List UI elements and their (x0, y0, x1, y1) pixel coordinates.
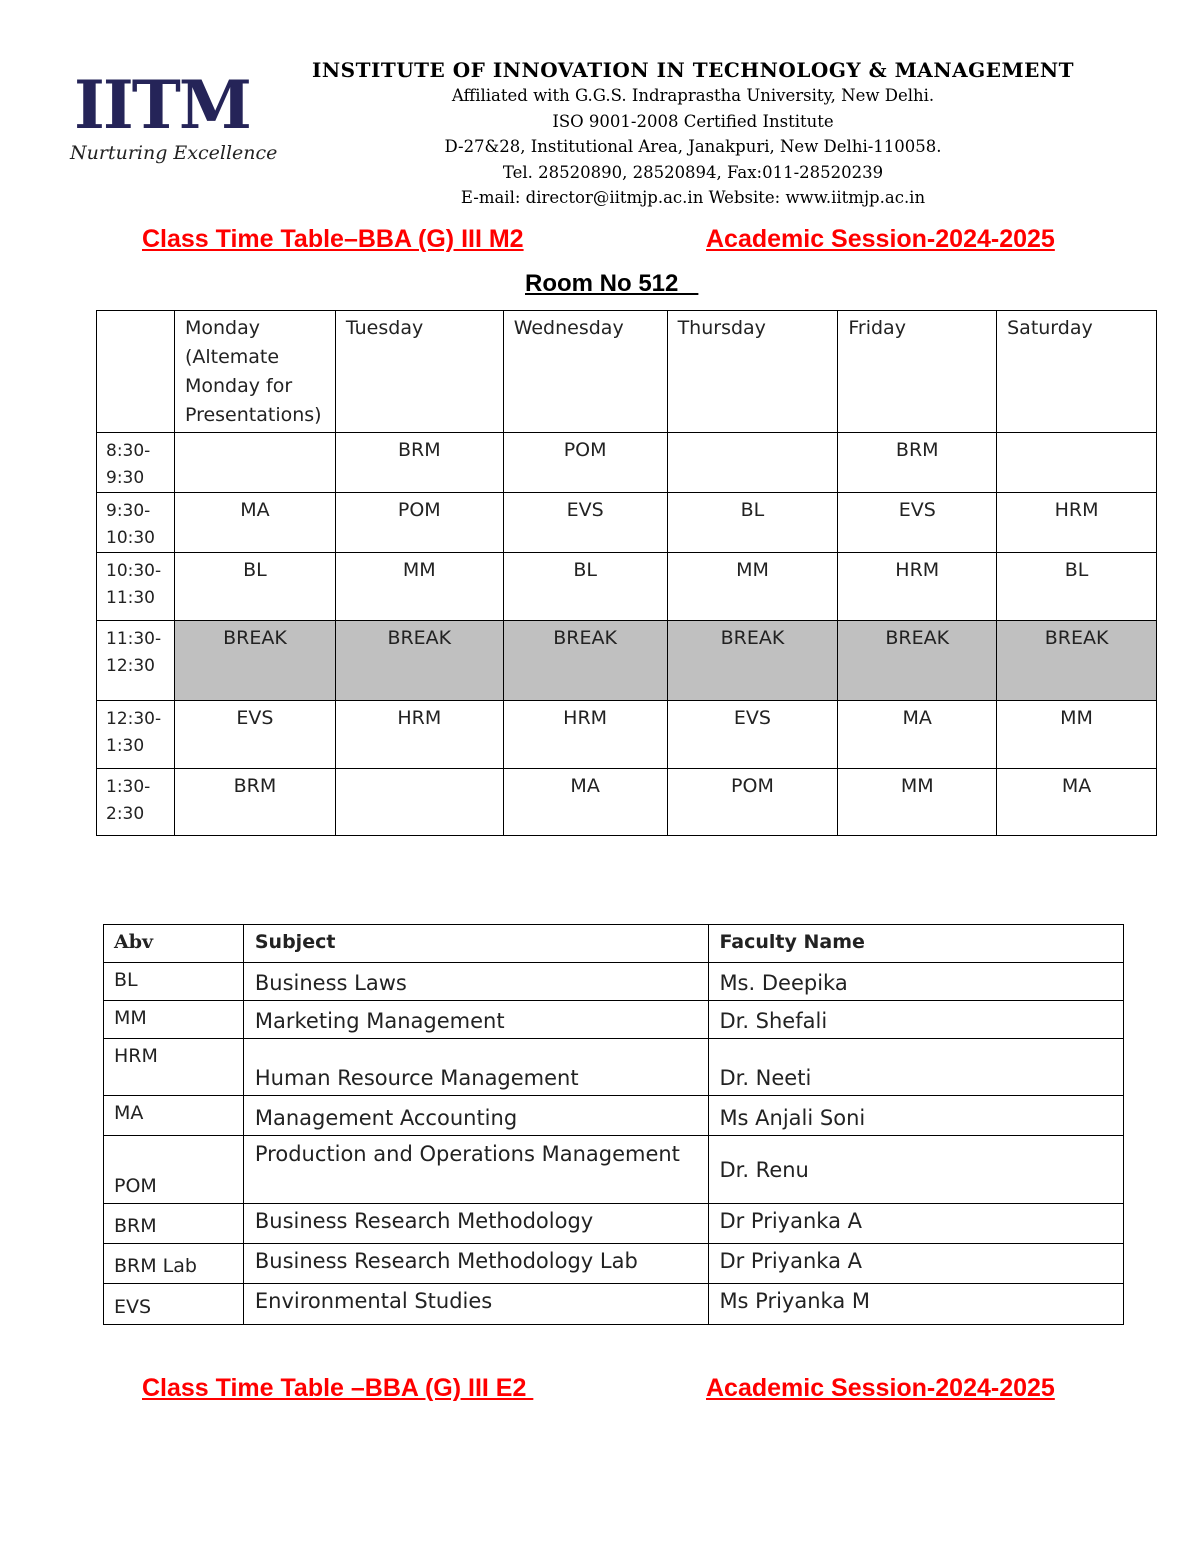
legend-abv: POM (104, 1136, 244, 1204)
day-header: Friday (838, 311, 997, 433)
break-row (97, 621, 1157, 701)
period-cell: MA (503, 769, 667, 836)
time-slot: 10:30-11:30 (97, 553, 175, 621)
logo-tagline: Nurturing Excellence (70, 142, 278, 164)
break-cell: BREAK (838, 621, 997, 701)
timetable (96, 310, 1157, 836)
legend-abv: MA (104, 1096, 244, 1136)
period-cell: BL (667, 493, 838, 553)
legend-faculty: Dr. Neeti (709, 1039, 1124, 1096)
legend-faculty: Ms. Deepika (709, 963, 1124, 1001)
break-cell: BREAK (503, 621, 667, 701)
legend-row (104, 1039, 1124, 1096)
break-cell: BREAK (335, 621, 503, 701)
legend-abv: EVS (104, 1284, 244, 1325)
legend-abv: BRM (104, 1204, 244, 1244)
institute-contact: Tel. 28520890, 28520894, Fax:011-28520239 (502, 162, 884, 182)
legend-subject: Business Research Methodology (243, 1204, 709, 1244)
timetable-row (97, 769, 1157, 836)
legend-subject: Business Laws (243, 963, 709, 1001)
period-cell (997, 433, 1157, 493)
timetable-row (97, 493, 1157, 553)
time-slot: 12:30-1:30 (97, 701, 175, 769)
period-cell: BRM (174, 769, 335, 836)
legend-faculty: Dr. Renu (709, 1136, 1124, 1204)
break-cell: BREAK (997, 621, 1157, 701)
period-cell (667, 433, 838, 493)
legend-header-row (104, 925, 1124, 963)
legend-subject: Environmental Studies (243, 1284, 709, 1325)
legend-row (104, 1204, 1124, 1244)
period-cell: MM (335, 553, 503, 621)
institute-name: INSTITUTE OF INNOVATION IN TECHNOLOGY & MANAGEMENT (312, 58, 1074, 82)
legend-subject: Management Accounting (243, 1096, 709, 1136)
session-title-e2: Academic Session-2024-2025 (706, 1374, 1055, 1402)
period-cell: BL (174, 553, 335, 621)
legend-abv: HRM (104, 1039, 244, 1096)
period-cell: HRM (838, 553, 997, 621)
timetable-row (97, 701, 1157, 769)
day-header: Wednesday (503, 311, 667, 433)
legend-subject: Production and Operations Management (243, 1136, 709, 1204)
period-cell: MA (997, 769, 1157, 836)
period-cell: HRM (997, 493, 1157, 553)
room-number: Room No 512 (525, 270, 699, 297)
faculty-legend-table (103, 924, 1124, 1325)
session-title-m2: Academic Session-2024-2025 (706, 225, 1055, 253)
period-cell: MM (997, 701, 1157, 769)
period-cell: HRM (503, 701, 667, 769)
legend-subject: Business Research Methodology Lab (243, 1244, 709, 1284)
timetable-title-m2 (0, 225, 1200, 259)
legend-subject: Human Resource Management (243, 1039, 709, 1096)
period-cell: EVS (838, 493, 997, 553)
faculty-header: Faculty Name (709, 925, 1124, 963)
period-cell: MA (838, 701, 997, 769)
institute-logo (70, 66, 278, 170)
abv-header: Abv (104, 925, 244, 963)
legend-abv: BL (104, 963, 244, 1001)
day-header: Tuesday (335, 311, 503, 433)
class-title-e2: Class Time Table –BBA (G) III E2 (142, 1374, 534, 1402)
day-header: Thursday (667, 311, 838, 433)
legend-row (104, 1284, 1124, 1325)
legend-row (104, 963, 1124, 1001)
period-cell: MM (838, 769, 997, 836)
period-cell: MA (174, 493, 335, 553)
break-cell: BREAK (667, 621, 838, 701)
period-cell: POM (667, 769, 838, 836)
institute-iso: ISO 9001-2008 Certified Institute (552, 111, 834, 131)
timetable-title-e2 (0, 1374, 1200, 1408)
subject-header: Subject (243, 925, 709, 963)
period-cell (174, 433, 335, 493)
period-cell: BL (503, 553, 667, 621)
period-cell (335, 769, 503, 836)
period-cell: EVS (174, 701, 335, 769)
period-cell: MM (667, 553, 838, 621)
institute-affiliation: Affiliated with G.G.S. Indraprastha University, New Delhi. (451, 86, 935, 105)
time-slot: 8:30-9:30 (97, 433, 175, 493)
period-cell: BRM (838, 433, 997, 493)
day-header: Saturday (997, 311, 1157, 433)
timetable-header-row (97, 311, 1157, 433)
institute-address: D-27&28, Institutional Area, Janakpuri, New Delhi-110058. (444, 137, 942, 156)
legend-subject: Marketing Management (243, 1001, 709, 1039)
period-cell: BL (997, 553, 1157, 621)
legend-row (104, 1136, 1124, 1204)
legend-abv: MM (104, 1001, 244, 1039)
legend-row (104, 1244, 1124, 1284)
day-header: Monday (Altemate Monday for Presentations) (174, 311, 335, 433)
time-slot: 11:30-12:30 (97, 621, 175, 701)
legend-faculty: Dr. Shefali (709, 1001, 1124, 1039)
period-cell: POM (503, 433, 667, 493)
timetable-row (97, 433, 1157, 493)
period-cell: EVS (503, 493, 667, 553)
legend-faculty: Ms Anjali Soni (709, 1096, 1124, 1136)
legend-faculty: Dr Priyanka A (709, 1244, 1124, 1284)
institute-header (298, 57, 1088, 211)
timetable-row (97, 553, 1157, 621)
legend-faculty: Dr Priyanka A (709, 1204, 1124, 1244)
legend-faculty: Ms Priyanka M (709, 1284, 1124, 1325)
time-slot: 9:30-10:30 (97, 493, 175, 553)
period-cell: BRM (335, 433, 503, 493)
period-cell: POM (335, 493, 503, 553)
legend-row (104, 1001, 1124, 1039)
corner-cell (97, 311, 175, 433)
legend-row (104, 1096, 1124, 1136)
period-cell: EVS (667, 701, 838, 769)
institute-email-web: E-mail: director@iitmjp.ac.in Website: www.iitmjp.ac.in (460, 188, 926, 207)
class-title-m2: Class Time Table–BBA (G) III M2 (142, 225, 524, 253)
legend-abv: BRM Lab (104, 1244, 244, 1284)
period-cell: HRM (335, 701, 503, 769)
time-slot: 1:30-2:30 (97, 769, 175, 836)
logo-mark: IITM (74, 66, 250, 144)
break-cell: BREAK (174, 621, 335, 701)
